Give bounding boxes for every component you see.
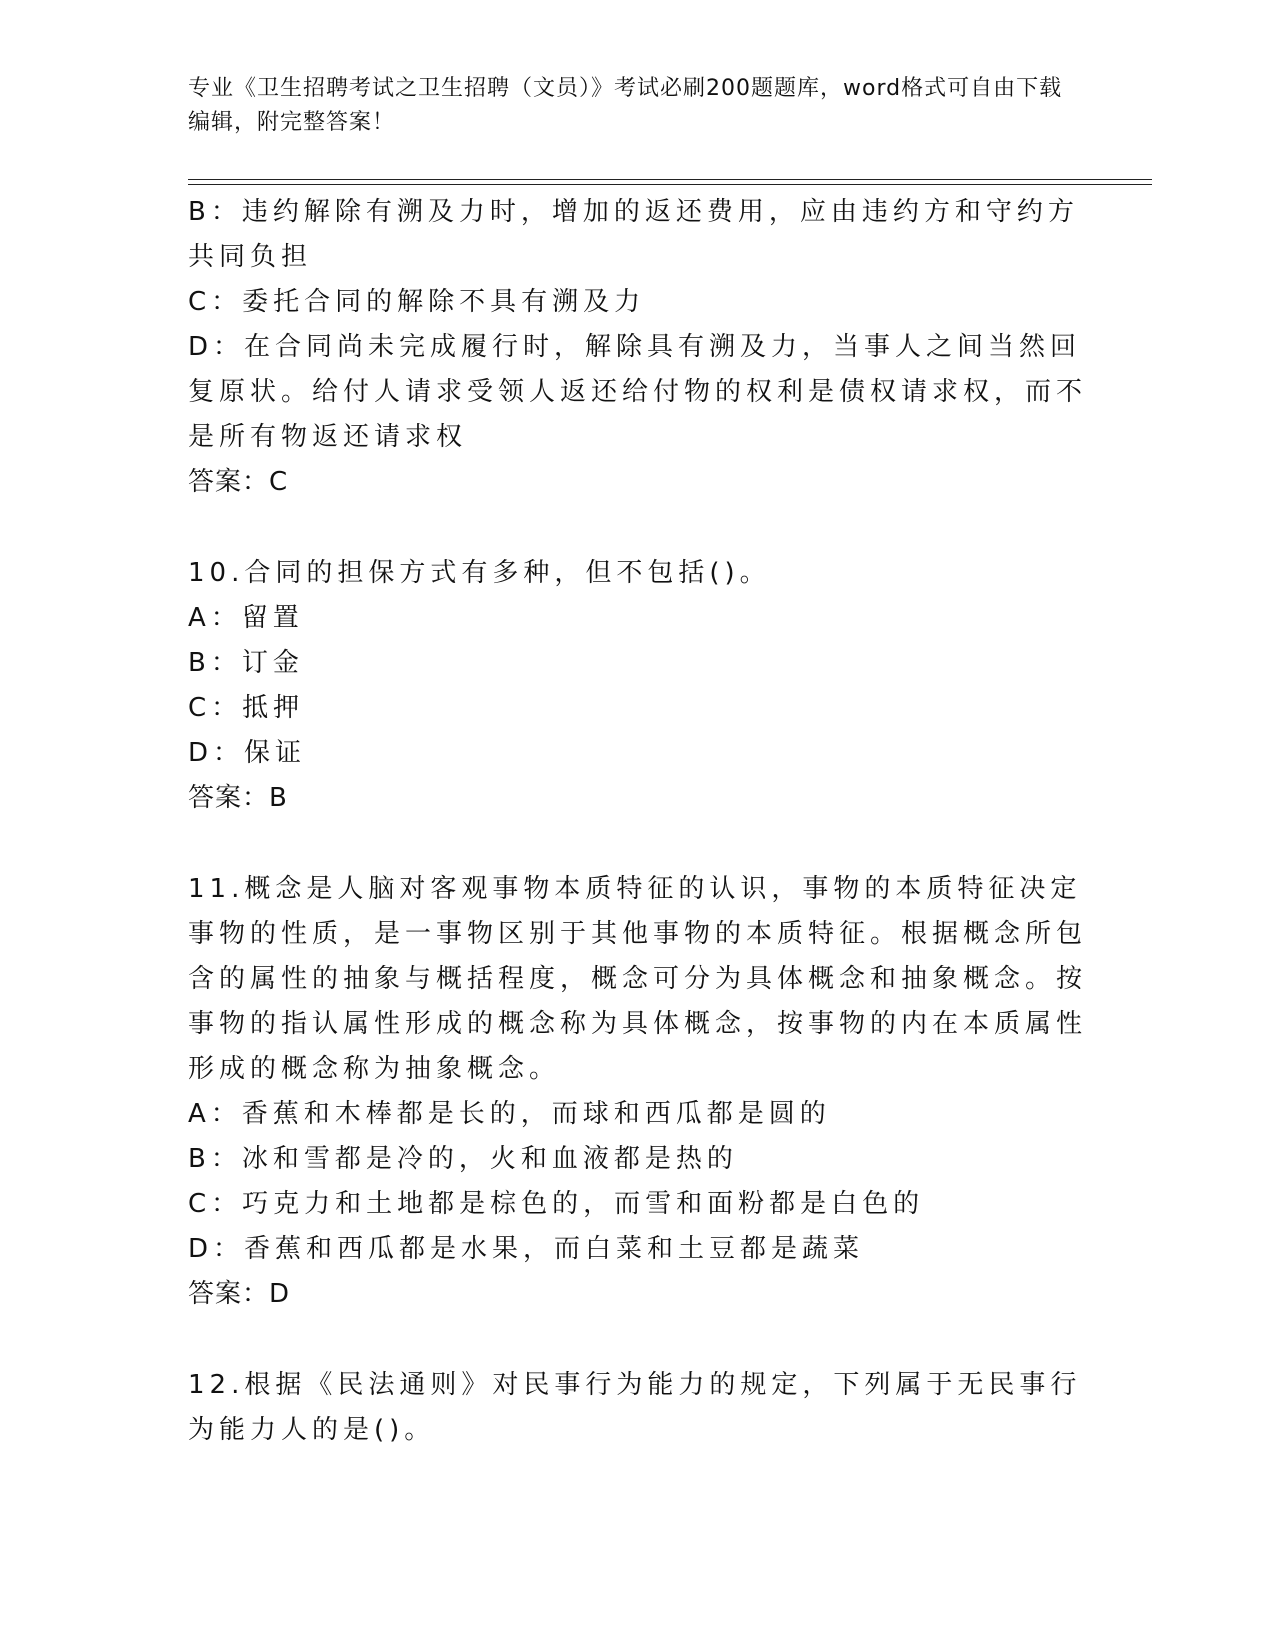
question-10 xyxy=(188,551,1088,821)
header-rule-upper xyxy=(188,179,1152,180)
option-d: D：香蕉和西瓜都是水果，而白菜和土豆都是蔬菜 xyxy=(188,1234,865,1264)
spacer xyxy=(188,1317,1088,1363)
option-c: C：委托合同的解除不具有溯及力 xyxy=(188,287,646,317)
answer: 答案：B xyxy=(188,783,288,813)
option-a: A：留置 xyxy=(188,603,304,633)
spacer xyxy=(188,821,1088,867)
question-stem: 12.根据《民法通则》对民事行为能力的规定，下列属于无民事行为能力人的是()。 xyxy=(188,1370,1082,1445)
header-rule-lower xyxy=(188,184,1152,185)
document-body xyxy=(188,190,1088,1453)
document-header: 专业《卫生招聘考试之卫生招聘（文员）》考试必刷200题题库，word格式可自由下载编辑，附完整答案！ xyxy=(188,76,1063,135)
option-d: D：保证 xyxy=(188,738,307,768)
answer: 答案：C xyxy=(188,467,289,497)
question-12 xyxy=(188,1363,1088,1453)
option-c: C：巧克力和土地都是棕色的，而雪和面粉都是白色的 xyxy=(188,1189,925,1219)
question-11 xyxy=(188,867,1088,1317)
option-a: A：香蕉和木棒都是长的，而球和西瓜都是圆的 xyxy=(188,1099,831,1129)
option-c: C：抵押 xyxy=(188,693,305,723)
spacer xyxy=(188,505,1088,551)
answer: 答案：D xyxy=(188,1279,291,1309)
option-d: D：在合同尚未完成履行时，解除具有溯及力，当事人之间当然回复原状。给付人请求受领人返还给付物的权利是债权请求权，而不是所有物返还请求权 xyxy=(188,332,1088,452)
question-stem: 11.概念是人脑对客观事物本质特征的认识，事物的本质特征决定事物的性质，是一事物区别于其他事物的本质特征。根据概念所包含的属性的抽象与概括程度，概念可分为具体概念和抽象概念。按事物的指认属性形成的概念称为具体概念，按事物的内在本质属性形成的概念称为抽象概念。 xyxy=(188,874,1088,1084)
question-9-tail xyxy=(188,190,1088,505)
option-b: B：违约解除有溯及力时，增加的返还费用，应由违约方和守约方共同负担 xyxy=(188,197,1079,272)
option-b: B：订金 xyxy=(188,648,304,678)
question-stem: 10.合同的担保方式有多种，但不包括()。 xyxy=(188,558,771,588)
option-b: B：冰和雪都是冷的，火和血液都是热的 xyxy=(188,1144,738,1174)
